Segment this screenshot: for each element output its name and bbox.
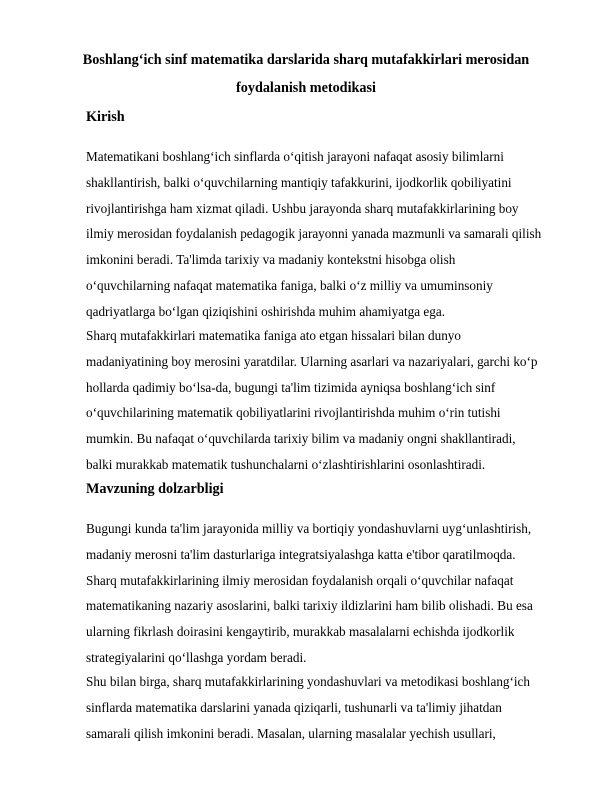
text-line: hollarda qadimiy bo‘lsa-da, bugungi ta'lim tizimida ayniqsa boshlang‘ich sinf: [86, 379, 496, 395]
text-line: mumkin. Bu nafaqat o‘quvchilarda tarixiy bilim va madaniy ongni shakllantiradi,: [86, 431, 516, 447]
text-line: madaniy merosni ta'lim dasturlariga integratsiyalashga katta e'tibor qaratilmoqda.: [86, 546, 516, 562]
text-line: ularning fikrlash doirasini kengaytirib, murakkab masalalarni echishda ijodkorlik: [86, 624, 515, 640]
text-line: Sharq mutafakkirlarining ilmiy merosidan foydalanish orqali o‘quvchilar nafaqat: [86, 572, 514, 588]
title-line: foydalanish metodikasi: [236, 79, 376, 96]
text-line: ilmiy merosidan foydalanish pedagogik jarayonni yanada mazmunli va samarali qilish: [86, 226, 542, 242]
text-line: o‘quvchilarining matematik qobiliyatlarini rivojlantirishda muhim o‘rin tutishi: [86, 405, 501, 421]
text-line: matematikaning nazariy asoslarini, balki tarixiy ildizlarini ham bilib olishadi. Bu esa: [86, 598, 533, 614]
text-line: madaniyatining boy merosini yaratdilar. Ularning asarlari va nazariyalari, garchi ko‘p: [86, 353, 538, 369]
paragraph-relevance-1: [86, 516, 556, 671]
text-line: samarali qilish imkonini beradi. Masalan, ularning masalalar yechish usullari,: [86, 725, 496, 741]
document-title: [72, 47, 540, 103]
text-line: qadriyatlarga bo‘lgan qiziqishini oshirishda muhim ahamiyatga ega.: [86, 303, 446, 319]
paragraph-intro-2: [86, 323, 556, 478]
text-line: rivojlantirishga ham xizmat qiladi. Ushbu jarayonda sharq mutafakkirlarining boy: [86, 200, 519, 216]
text-line: Bugungi kunda ta'lim jarayonida milliy va bortiqiy yondashuvlarni uyg‘unlashtirish,: [86, 521, 532, 536]
section-heading-dolzarblik: Mavzuning dolzarbligi: [86, 481, 224, 497]
text-line: Sharq mutafakkirlari matematika faniga ato etgan hissalari bilan dunyo: [86, 328, 461, 343]
text-line: Matematikani boshlang‘ich sinflarda o‘qitish jarayoni nafaqat asosiy bilimlarni: [86, 149, 504, 164]
text-line: sinflarda matematika darslarini yanada qiziqarli, tushunarli va ta'limiy jihatdan: [86, 699, 502, 715]
text-line: Shu bilan birga, sharq mutafakkirlarining yondashuvlari va metodikasi boshlang‘ich: [86, 674, 531, 689]
text-line: balki murakkab matematik tushunchalarni o‘zlashtirishlarini osonlashtiradi.: [86, 456, 486, 472]
text-line: imkonini beradi. Ta'limda tarixiy va madaniy kontekstni hisobga olish: [86, 252, 456, 268]
paragraph-relevance-2: [86, 669, 556, 746]
text-line: strategiyalarini qo‘llashga yordam beradi.: [86, 649, 307, 665]
text-line: shakllantirish, balki o‘quvchilarning mantiqiy tafakkurini, ijodkorlik qobiliyatini: [86, 174, 512, 190]
paragraph-intro-1: [86, 144, 556, 325]
title-line: Boshlang‘ich sinf matematika darslarida sharq mutafakkirlari merosidan: [82, 52, 530, 68]
section-heading-kirish: Kirish: [86, 109, 125, 125]
text-line: o‘quvchilarning nafaqat matematika faniga, balki o‘z milliy va umuminsoniy: [86, 277, 493, 293]
